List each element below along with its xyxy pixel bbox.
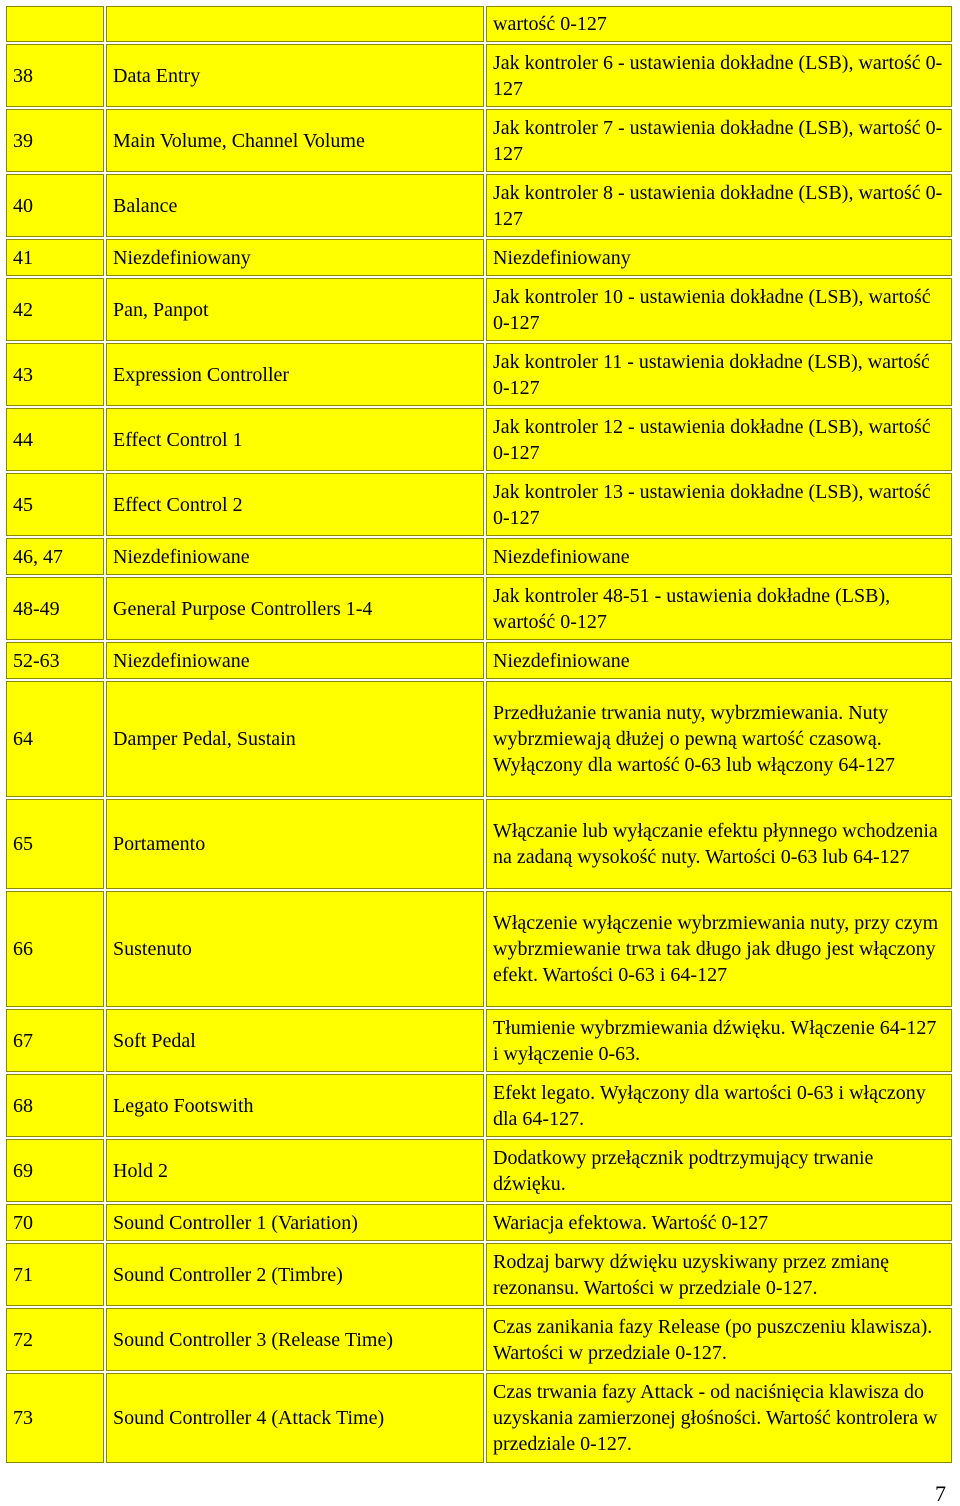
controller-name-cell: Balance (106, 174, 484, 237)
controller-name-cell: Hold 2 (106, 1139, 484, 1202)
table-row (6, 1139, 952, 1202)
table-row (6, 278, 952, 341)
controller-name-cell: Niezdefiniowany (106, 239, 484, 276)
controller-name-cell: Sound Controller 2 (Timbre) (106, 1243, 484, 1306)
table-row (6, 473, 952, 536)
controller-number-cell: 52-63 (6, 642, 104, 679)
controller-number-cell: 41 (6, 239, 104, 276)
controller-description-cell: Jak kontroler 13 - ustawienia dokładne (LSB), wartość 0-127 (486, 473, 952, 536)
controller-description-cell: Jak kontroler 12 - ustawienia dokładne (LSB), wartość 0-127 (486, 408, 952, 471)
controller-description-cell: Czas trwania fazy Attack - od naciśnięcia klawisza do uzyskania zamierzonej głośności. Wartość kontrolera w przedziale 0-127. (486, 1373, 952, 1463)
controller-description-cell: Efekt legato. Wyłączony dla wartości 0-63 i włączony dla 64-127. (486, 1074, 952, 1137)
controller-name-cell: Legato Footswith (106, 1074, 484, 1137)
controller-name-cell: Niezdefiniowane (106, 538, 484, 575)
controller-description-cell: Niezdefiniowany (486, 239, 952, 276)
table-row (6, 1308, 952, 1371)
table-row (6, 1204, 952, 1241)
table-row (6, 343, 952, 406)
controller-number-cell: 73 (6, 1373, 104, 1463)
controller-number-cell: 45 (6, 473, 104, 536)
table-row (6, 538, 952, 575)
table-row (6, 681, 952, 797)
controller-number-cell: 69 (6, 1139, 104, 1202)
table-row (6, 408, 952, 471)
controller-description-cell: Jak kontroler 6 - ustawienia dokładne (LSB), wartość 0-127 (486, 44, 952, 107)
controller-number-cell: 68 (6, 1074, 104, 1137)
controller-name-cell: Effect Control 1 (106, 408, 484, 471)
controller-name-cell: Damper Pedal, Sustain (106, 681, 484, 797)
controller-description-cell: Dodatkowy przełącznik podtrzymujący trwanie dźwięku. (486, 1139, 952, 1202)
table-row (6, 1373, 952, 1463)
controller-name-cell: Expression Controller (106, 343, 484, 406)
controller-description-cell: Włączenie wyłączenie wybrzmiewania nuty, przy czym wybrzmiewanie trwa tak długo jak długo jest włączony efekt. Wartości 0-63 i 64-127 (486, 891, 952, 1007)
midi-controller-table (4, 4, 954, 1465)
controller-name-cell: General Purpose Controllers 1-4 (106, 577, 484, 640)
controller-number-cell: 67 (6, 1009, 104, 1072)
controller-name-cell: Data Entry (106, 44, 484, 107)
controller-description-cell: Włączanie lub wyłączanie efektu płynnego wchodzenia na zadaną wysokość nuty. Wartości 0-63 lub 64-127 (486, 799, 952, 889)
controller-number-cell: 70 (6, 1204, 104, 1241)
table-row (6, 642, 952, 679)
controller-description-cell: Jak kontroler 48-51 - ustawienia dokładne (LSB), wartość 0-127 (486, 577, 952, 640)
controller-name-cell: Sound Controller 3 (Release Time) (106, 1308, 484, 1371)
controller-number-cell: 65 (6, 799, 104, 889)
controller-number-cell: 38 (6, 44, 104, 107)
controller-description-cell: Wariacja efektowa. Wartość 0-127 (486, 1204, 952, 1241)
table-row (6, 1074, 952, 1137)
table-row (6, 44, 952, 107)
table-row (6, 6, 952, 42)
controller-name-cell: Soft Pedal (106, 1009, 484, 1072)
controller-description-cell: Jak kontroler 10 - ustawienia dokładne (LSB), wartość 0-127 (486, 278, 952, 341)
table-row (6, 799, 952, 889)
controller-description-cell: Czas zanikania fazy Release (po puszczeniu klawisza). Wartości w przedziale 0-127. (486, 1308, 952, 1371)
controller-number-cell: 43 (6, 343, 104, 406)
controller-number-cell: 48-49 (6, 577, 104, 640)
controller-name-cell: Sound Controller 1 (Variation) (106, 1204, 484, 1241)
controller-description-cell: Jak kontroler 11 - ustawienia dokładne (LSB), wartość 0-127 (486, 343, 952, 406)
controller-number-cell: 64 (6, 681, 104, 797)
controller-number-cell: 71 (6, 1243, 104, 1306)
table-row (6, 577, 952, 640)
controller-name-cell: Portamento (106, 799, 484, 889)
controller-number-cell: 66 (6, 891, 104, 1007)
controller-number-cell: 44 (6, 408, 104, 471)
controller-description-cell: Przedłużanie trwania nuty, wybrzmiewania. Nuty wybrzmiewają dłużej o pewną wartość czasową. Wyłączony dla wartość 0-63 lub włączony 64-127 (486, 681, 952, 797)
table-row (6, 174, 952, 237)
controller-description-cell: Jak kontroler 8 - ustawienia dokładne (LSB), wartość 0-127 (486, 174, 952, 237)
controller-name-cell: Sound Controller 4 (Attack Time) (106, 1373, 484, 1463)
table-row (6, 1009, 952, 1072)
controller-name-cell: Sustenuto (106, 891, 484, 1007)
table-row (6, 239, 952, 276)
controller-description-cell: Niezdefiniowane (486, 642, 952, 679)
controller-name-cell: Main Volume, Channel Volume (106, 109, 484, 172)
controller-description-cell: Niezdefiniowane (486, 538, 952, 575)
controller-description-cell: Tłumienie wybrzmiewania dźwięku. Włączenie 64-127 i wyłączenie 0-63. (486, 1009, 952, 1072)
controller-name-cell (106, 6, 484, 42)
controller-number-cell: 39 (6, 109, 104, 172)
table-row (6, 891, 952, 1007)
controller-name-cell: Effect Control 2 (106, 473, 484, 536)
controller-name-cell: Pan, Panpot (106, 278, 484, 341)
table-row (6, 1243, 952, 1306)
controller-number-cell (6, 6, 104, 42)
controller-description-cell: Rodzaj barwy dźwięku uzyskiwany przez zmianę rezonansu. Wartości w przedziale 0-127. (486, 1243, 952, 1306)
controller-number-cell: 40 (6, 174, 104, 237)
controller-name-cell: Niezdefiniowane (106, 642, 484, 679)
controller-number-cell: 42 (6, 278, 104, 341)
controller-description-cell: wartość 0-127 (486, 6, 952, 42)
controller-number-cell: 72 (6, 1308, 104, 1371)
table-row (6, 109, 952, 172)
controller-description-cell: Jak kontroler 7 - ustawienia dokładne (LSB), wartość 0-127 (486, 109, 952, 172)
page-number: 7 (935, 1481, 946, 1506)
controller-number-cell: 46, 47 (6, 538, 104, 575)
